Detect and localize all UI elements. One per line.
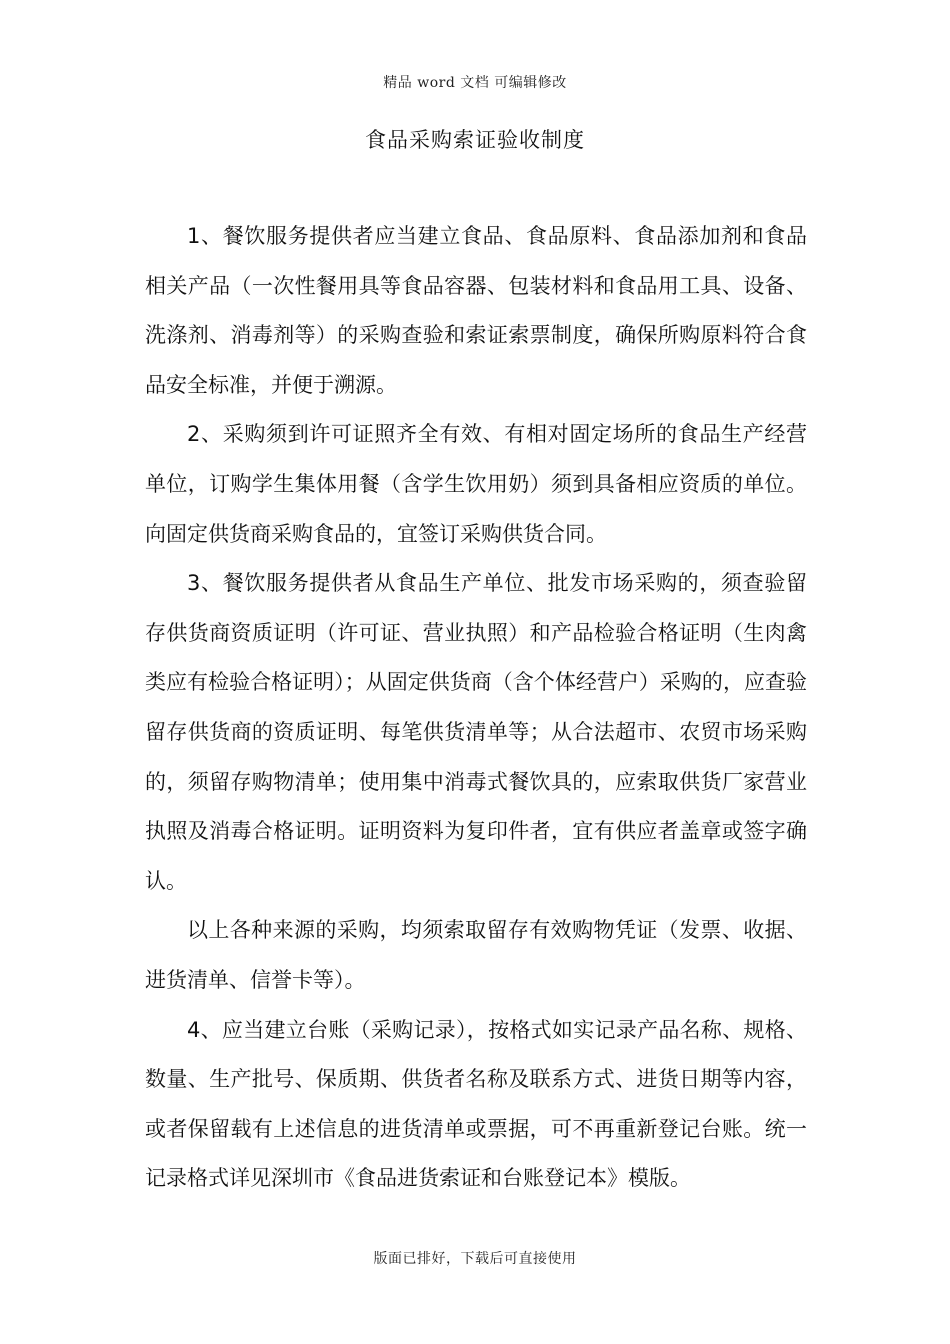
paragraph-4: 以上各种来源的采购，均须索取留存有效购物凭证（发票、收据、进货清单、信誉卡等）。	[145, 918, 807, 992]
paragraph-2: 2、采购须到许可证照齐全有效、有相对固定场所的食品生产经营单位，订购学生集体用餐（含学生饮用奶）须到具备相应资质的单位。向固定供货商采购食品的，宜签订采购供货合同。	[145, 422, 807, 546]
page-header: 精品 word 文档 可编辑修改	[383, 75, 567, 91]
paragraph-1: 1、餐饮服务提供者应当建立食品、食品原料、食品添加剂和食品相关产品（一次性餐用具等食品容器、包装材料和食品用工具、设备、洗涤剂、消毒剂等）的采购查验和索证索票制度，确保所购原料符合食品安全标准，并便于溯源。	[145, 224, 807, 397]
page-footer: 版面已排好，下载后可直接使用	[373, 1251, 577, 1267]
paragraph-5: 4、应当建立台账（采购记录），按格式如实记录产品名称、规格、数量、生产批号、保质期、供货者名称及联系方式、进货日期等内容，或者保留载有上述信息的进货清单或票据，可不再重新登记台账。统一记录格式详见深圳市《食品进货索证和台账登记本》模版。	[145, 1017, 807, 1191]
document-title: 食品采购索证验收制度	[365, 128, 585, 152]
paragraph-3: 3、餐饮服务提供者从食品生产单位、批发市场采购的，须查验留存供货商资质证明（许可证、营业执照）和产品检验合格证明（生肉禽类应有检验合格证明）；从固定供货商（含个体经营户）采购的，应查验留存供货商的资质证明、每笔供货清单等；从合法超市、农贸市场采购的，须留存购物清单；使用集中消毒式餐饮具的，应索取供货厂家营业执照及消毒合格证明。证明资料为复印件者，宜有供应者盖章或签字确认。	[145, 571, 807, 893]
document-body	[145, 212, 807, 1204]
